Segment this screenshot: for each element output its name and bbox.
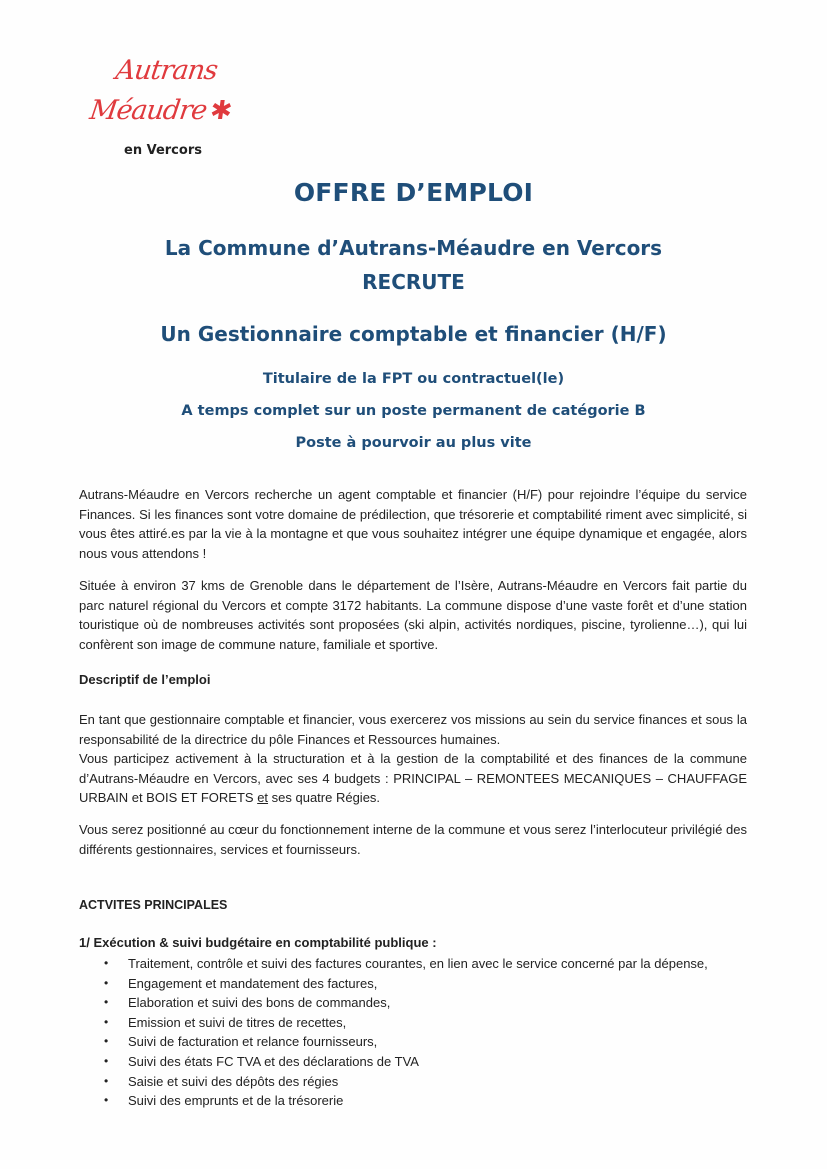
list-item <box>100 1072 708 1092</box>
list-item-text: Suivi de facturation et relance fournisseurs, <box>128 1034 378 1050</box>
logo-text-meaudre <box>88 95 233 126</box>
recrute-heading: RECRUTE <box>362 270 465 294</box>
bullet-icon: • <box>104 1034 109 1049</box>
autrans-meaudre-logo <box>87 55 234 165</box>
list-item-text: Elaboration et suivi des bons de commandes, <box>128 995 391 1011</box>
intro-paragraph-1: Autrans-Méaudre en Vercors recherche un agent comptable et financier (H/F) pour rejoindre l’équipe du service Finances. Si les finances sont votre domaine de prédilection, que trésorerie et comptabilité riment avec simplicité, si vous êtes attiré.es par la vie à la montagne et que vous souhaitez intégrer une équipe dynamique et engagée, alors nous vous attendons ! <box>79 487 747 561</box>
list-item <box>100 1091 708 1111</box>
description-paragraph-2-text: Vous participez activement à la structuration et à la gestion de la comptabilité et des finances de la commune d’Autrans-Méaudre en Vercors, avec ses 4 budgets : PRINCIPAL – REMONTEES MECANIQUES – CHAUFFAGE URBAIN et BOIS ET FORETS <box>79 751 747 805</box>
list-item <box>100 993 708 1013</box>
list-item-text: Engagement et mandatement des factures, <box>128 975 378 991</box>
description-paragraph-1: En tant que gestionnaire comptable et financier, vous exercerez vos missions au sein du service finances et sous la responsabilité de la directrice du pôle Finances et Ressources humaines. <box>79 712 747 747</box>
availability-subtitle: Poste à pourvoir au plus vite <box>295 435 532 451</box>
list-item-text: Traitement, contrôle et suivi des factures courantes, en lien avec le service concerné par la dépense, <box>128 956 708 971</box>
description-paragraph-2-end: ses quatre Régies. <box>268 790 381 805</box>
logo-text-meaudre-label: Méaudre <box>87 95 209 126</box>
activities-heading: ACTVITES PRINCIPALES <box>79 898 228 912</box>
bullet-icon: • <box>104 995 109 1010</box>
list-item <box>100 954 708 974</box>
bullet-icon: • <box>104 1014 109 1029</box>
list-item-text: Emission et suivi de titres de recettes, <box>128 1014 347 1030</box>
list-item-text: Suivi des emprunts et de la trésorerie <box>128 1093 344 1109</box>
description-paragraph-2 <box>79 749 747 808</box>
bullet-icon: • <box>104 1053 109 1068</box>
description-paragraph-3: Vous serez positionné au cœur du fonctionnement interne de la commune et vous serez l’interlocuteur privilégié des différents gestionnaires, services et fournisseurs. <box>79 822 747 857</box>
description-heading: Descriptif de l’emploi <box>79 672 211 687</box>
logo-text-autrans: Autrans <box>113 55 220 86</box>
list-item <box>100 1052 708 1072</box>
list-item <box>100 1032 708 1052</box>
list-item <box>100 974 708 994</box>
bullet-icon: • <box>104 975 109 990</box>
list-item-text: Suivi des états FC TVA et des déclarations de TVA <box>128 1053 419 1069</box>
intro-paragraph-2: Située à environ 37 kms de Grenoble dans le département de l’Isère, Autrans-Méaudre en Vercors fait partie du parc naturel régional du Vercors et compte 3172 habitants. La commune dispose d’une vaste forêt et d’une station touristique où de nombreuses activités sont proposées (ski alpin, activités nordiques, piscine, tyrolienne…), qui lui confèrent son image de commune nature, familiale et sportive. <box>79 578 747 652</box>
bullet-icon: • <box>104 1093 109 1108</box>
underlined-word: et <box>257 790 269 805</box>
contract-subtitle: A temps complet sur un poste permanent de catégorie B <box>181 403 646 419</box>
bullet-icon: • <box>104 1073 109 1088</box>
section-1-title: 1/ Exécution & suivi budgétaire en comptabilité publique : <box>79 935 437 950</box>
status-subtitle: Titulaire de la FPT ou contractuel(le) <box>262 371 565 387</box>
activities-list <box>100 954 708 1111</box>
bullet-icon: • <box>104 956 109 970</box>
commune-heading: La Commune d’Autrans-Méaudre en Vercors <box>164 236 663 260</box>
logo-text-en-vercors: en Vercors <box>124 143 202 158</box>
list-item-text: Saisie et suivi des dépôts des régies <box>128 1073 339 1089</box>
job-title: Un Gestionnaire comptable et financier (H/F) <box>160 322 667 346</box>
list-item <box>100 1013 708 1033</box>
page-title: OFFRE D’EMPLOI <box>293 178 534 207</box>
asterisk-icon: ✱ <box>208 96 234 126</box>
